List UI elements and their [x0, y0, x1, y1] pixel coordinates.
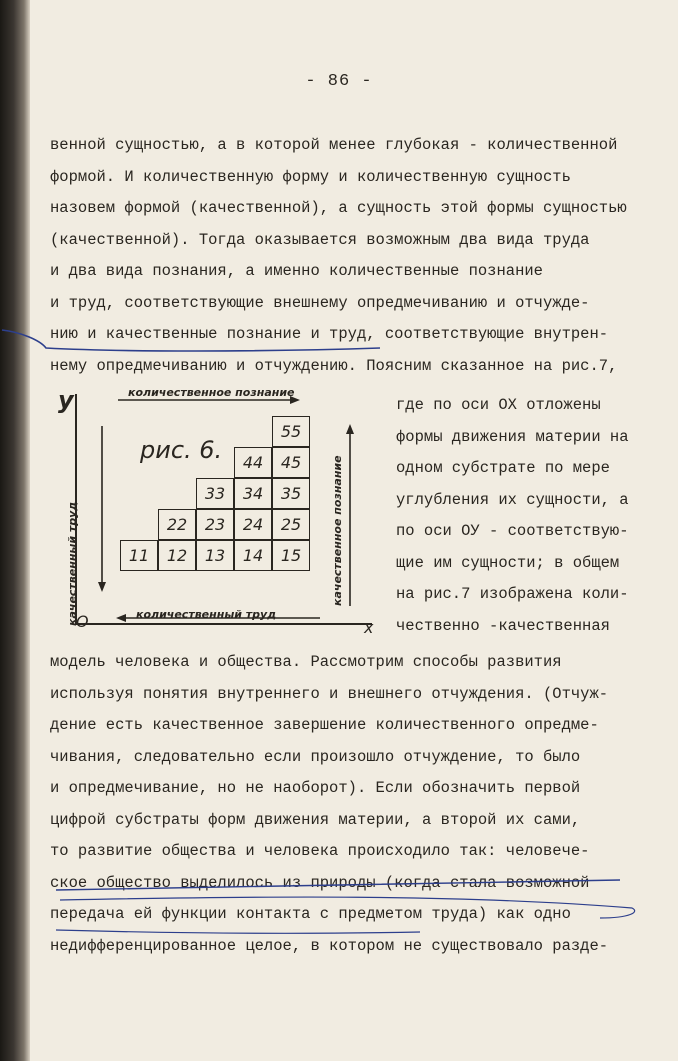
text-line: и труд, соответствующие внешнему опредмечиванию и отчужде-: [50, 293, 590, 312]
text-line: используя понятия внутреннего и внешнего отчуждения. (Отчуж-: [50, 684, 609, 703]
y-axis-label: y: [58, 386, 74, 414]
text-line: нию и качественные познание и труд, соответствующие внутрен-: [50, 325, 609, 343]
label-qualitative-labor: качественный труд: [66, 501, 79, 626]
grid-cell: 14: [234, 540, 272, 571]
grid-cell: 13: [196, 540, 234, 571]
grid-cell: 15: [272, 540, 310, 571]
text-line: назовем формой (качественной), а сущность этой формы сущностью: [50, 199, 627, 217]
figure-diagram: [54, 386, 390, 640]
grid-cell: 35: [272, 478, 310, 509]
text-line: одном субстрате по мере: [396, 459, 610, 477]
text-line: и опредмечивание, но не наоборот). Если обозначить первой: [50, 779, 581, 797]
text-line: передача ей функции контакта с предметом труда) как одно: [50, 905, 571, 923]
text-line: венной сущностью, а в которой менее глубокая - количественной: [50, 136, 618, 154]
text-line: цифрой субстраты форм движения материи, а второй их сами,: [50, 810, 581, 829]
text-line: ское общество выделилось из природы (когда стала возможной: [50, 873, 590, 892]
text-line: на рис.7 изображена коли-: [396, 585, 629, 603]
grid-cell: 23: [196, 509, 234, 540]
figure-title: рис. 6.: [140, 436, 223, 464]
grid-cell: 25: [272, 509, 310, 540]
grid-cell: 33: [196, 478, 234, 509]
text-line: модель человека и общества. Рассмотрим способы развития: [50, 653, 562, 671]
grid-cell: 45: [272, 447, 310, 478]
label-quantitative-labor: количественный труд: [136, 608, 277, 621]
text-line: чественно -качественная: [396, 616, 610, 635]
grid-cell: 22: [158, 509, 196, 540]
text-line: формой. И количественную форму и количественную сущность: [50, 167, 571, 186]
label-quantitative-cognition: количественное познание: [128, 386, 295, 399]
text-line: щие им сущности; в общем: [396, 553, 620, 572]
text-line: (качественной). Тогда оказывается возможным два вида труда: [50, 230, 590, 249]
text-line: чивания, следовательно если произошло отчуждение, то было: [50, 747, 581, 766]
grid-cell: 11: [120, 540, 158, 571]
grid-cell: 12: [158, 540, 196, 571]
grid-cell: 34: [234, 478, 272, 509]
book-spine-shadow: [0, 0, 30, 1061]
text-line: где по оси ОХ отложены: [396, 396, 601, 414]
text-line: углубления их сущности, а: [396, 490, 629, 509]
text-line: дение есть качественное завершение количественного опредме-: [50, 716, 599, 734]
text-line: недифференцированное целое, в котором не существовало разде-: [50, 936, 609, 955]
origin-label: O: [76, 612, 89, 631]
text-line: нему опредмечиванию и отчуждению. Поясним сказанное на рис.7,: [50, 356, 618, 375]
grid-cell: 24: [234, 509, 272, 540]
text-line: по оси ОУ - соответствую-: [396, 522, 629, 540]
grid-cell: 55: [272, 416, 310, 447]
text-line: то развитие общества и человека происходило так: человече-: [50, 842, 590, 860]
page-number: - 86 -: [305, 72, 373, 91]
x-axis-label: x: [364, 618, 374, 637]
label-qualitative-cognition: качественное познание: [331, 455, 344, 606]
text-line: формы движения материи на: [396, 427, 629, 446]
text-line: и два вида познания, а именно количественные познание: [50, 262, 543, 280]
grid-cell: 44: [234, 447, 272, 478]
